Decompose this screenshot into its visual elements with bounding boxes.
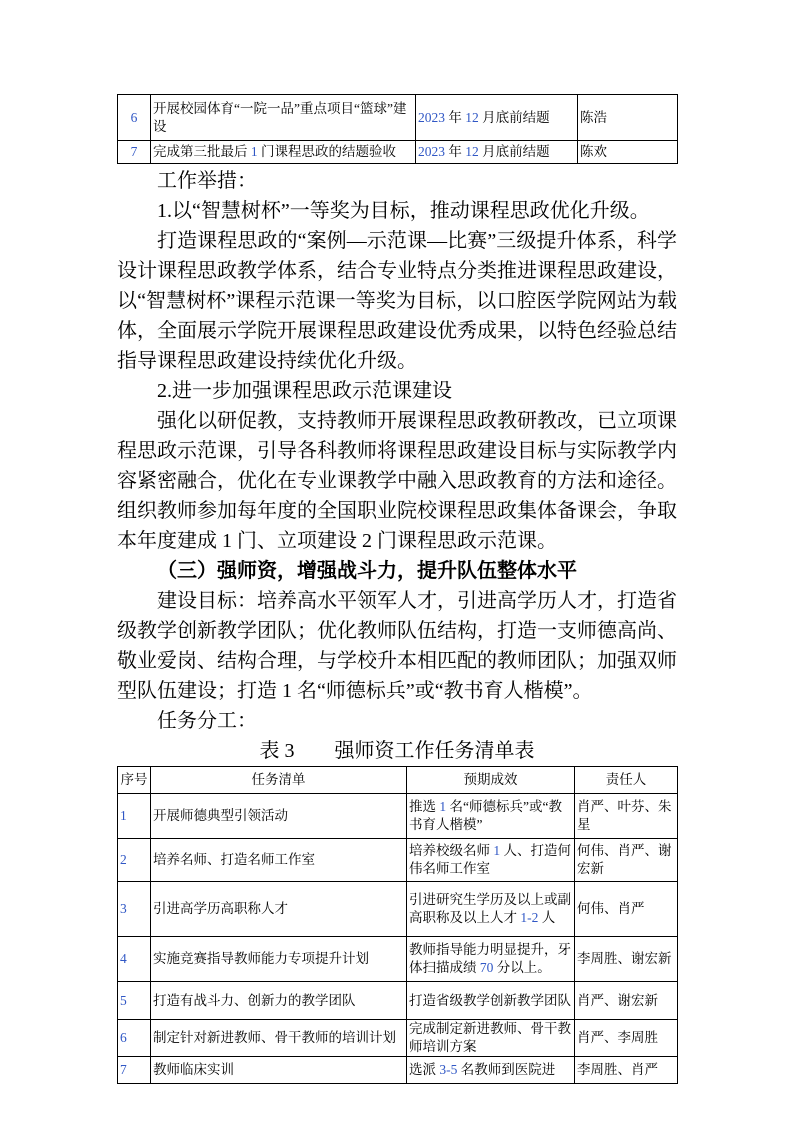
cell-row-number: 2 <box>118 839 151 882</box>
page-content <box>117 94 677 1084</box>
paragraph-goal: 建设目标：培养高水平领军人才，引进高学历人才，打造省级教学创新教学团队；优化教师队伍结构，打造一支师德高尚、敬业爱岗、结构合理，与学校升本相匹配的教师团队；加强双师型队伍建设；打造 1 名“师德标兵”或“教书育人楷模”。 <box>117 590 677 702</box>
cell-task: 教师临床实训 <box>151 1057 407 1084</box>
cell-row-number: 7 <box>118 141 151 164</box>
cell-owner: 何伟、肖严 <box>575 882 678 937</box>
cell-deadline: 2023 年 12 月底前结题 <box>416 141 578 164</box>
header-task: 任务清单 <box>151 767 407 794</box>
header-owner: 责任人 <box>575 767 678 794</box>
table-caption: 表 3 强师资工作任务清单表 <box>259 740 535 762</box>
cell-owner: 肖严、李周胜 <box>575 1020 678 1057</box>
cell-row-number: 5 <box>118 982 151 1020</box>
cell-owner: 陈浩 <box>578 95 678 141</box>
paragraph-item1-body: 打造课程思政的“案例—示范课—比赛”三级提升体系，科学设计课程思政教学体系，结合专业特点分类推进课程思政建设，以“智慧树杯”课程示范课一等奖为目标，以口腔医学院网站为载体，全面展示学院开展课程思政建设优秀成果，以特色经验总结指导课程思政建设持续优化升级。 <box>117 230 677 372</box>
cell-task: 制定针对新进教师、骨干教师的培训计划 <box>151 1020 407 1057</box>
cell-task: 开展校园体育“一院一品”重点项目“篮球”建设 <box>151 95 416 141</box>
table-row <box>118 141 678 164</box>
cell-effect: 打造省级教学创新教学团队 <box>407 982 575 1020</box>
table-row <box>118 839 678 882</box>
cell-owner: 肖严、叶芬、朱星 <box>575 794 678 839</box>
table-row <box>118 882 678 937</box>
cell-row-number: 7 <box>118 1057 151 1084</box>
cell-effect: 完成制定新进教师、骨干教师培训方案 <box>407 1020 575 1057</box>
section-heading: （三）强师资，增强战斗力，提升队伍整体水平 <box>157 560 577 582</box>
cell-deadline: 2023 年 12 月底前结题 <box>416 95 578 141</box>
paragraph-item2-body: 强化以研促教，支持教师开展课程思政教研教改，已立项课程思政示范课，引导各科教师将课程思政建设目标与实际教学内容紧密融合，优化在专业课教学中融入思政教育的方法和途径。组织教师参加每年度的全国职业院校课程思政集体备课会，争取本年度建成 1 门、立项建设 2 门课程思政示范课。 <box>117 410 677 552</box>
table-row <box>118 1020 678 1057</box>
cell-owner: 肖严、谢宏新 <box>575 982 678 1020</box>
cell-task: 开展师德典型引领活动 <box>151 794 407 839</box>
cell-task: 培养名师、打造名师工作室 <box>151 839 407 882</box>
cell-effect: 推选 1 名“师德标兵”或“教书育人楷模” <box>407 794 575 839</box>
cell-task: 打造有战斗力、创新力的教学团队 <box>151 982 407 1020</box>
cell-row-number: 4 <box>118 937 151 982</box>
cell-task: 实施竞赛指导教师能力专项提升计划 <box>151 937 407 982</box>
cell-effect: 选派 3-5 名教师到医院进 <box>407 1057 575 1084</box>
cell-owner: 何伟、肖严、谢宏新 <box>575 839 678 882</box>
paragraph-work-measures: 工作举措： <box>157 170 257 192</box>
cell-task: 引进高学历高职称人才 <box>151 882 407 937</box>
cell-row-number: 3 <box>118 882 151 937</box>
cell-effect: 教师指导能力明显提升，牙体扫描成绩 70 分以上。 <box>407 937 575 982</box>
carryover-task-table <box>117 94 678 164</box>
cell-row-number: 6 <box>118 1020 151 1057</box>
table-row <box>118 982 678 1020</box>
cell-owner: 李周胜、谢宏新 <box>575 937 678 982</box>
table-header-row <box>118 767 678 794</box>
header-row-number: 序号 <box>118 767 151 794</box>
cell-effect: 培养校级名师 1 人、打造何伟名师工作室 <box>407 839 575 882</box>
table-row <box>118 937 678 982</box>
header-effect: 预期成效 <box>407 767 575 794</box>
cell-owner: 李周胜、肖严 <box>575 1057 678 1084</box>
cell-row-number: 6 <box>118 95 151 141</box>
paragraph-task-division: 任务分工： <box>157 710 257 732</box>
cell-effect: 引进研究生学历及以上或副高职称及以上人才 1-2 人 <box>407 882 575 937</box>
teacher-task-table <box>117 766 678 1084</box>
table-row <box>118 794 678 839</box>
paragraph-item2-title: 2.进一步加强课程思政示范课建设 <box>157 380 452 402</box>
table-row <box>118 1057 678 1084</box>
cell-task: 完成第三批最后 1 门课程思政的结题验收 <box>151 141 416 164</box>
table-row <box>118 95 678 141</box>
paragraph-item1-title: 1.以“智慧树杯”一等奖为目标，推动课程思政优化升级。 <box>157 200 650 222</box>
cell-row-number: 1 <box>118 794 151 839</box>
cell-owner: 陈欢 <box>578 141 678 164</box>
